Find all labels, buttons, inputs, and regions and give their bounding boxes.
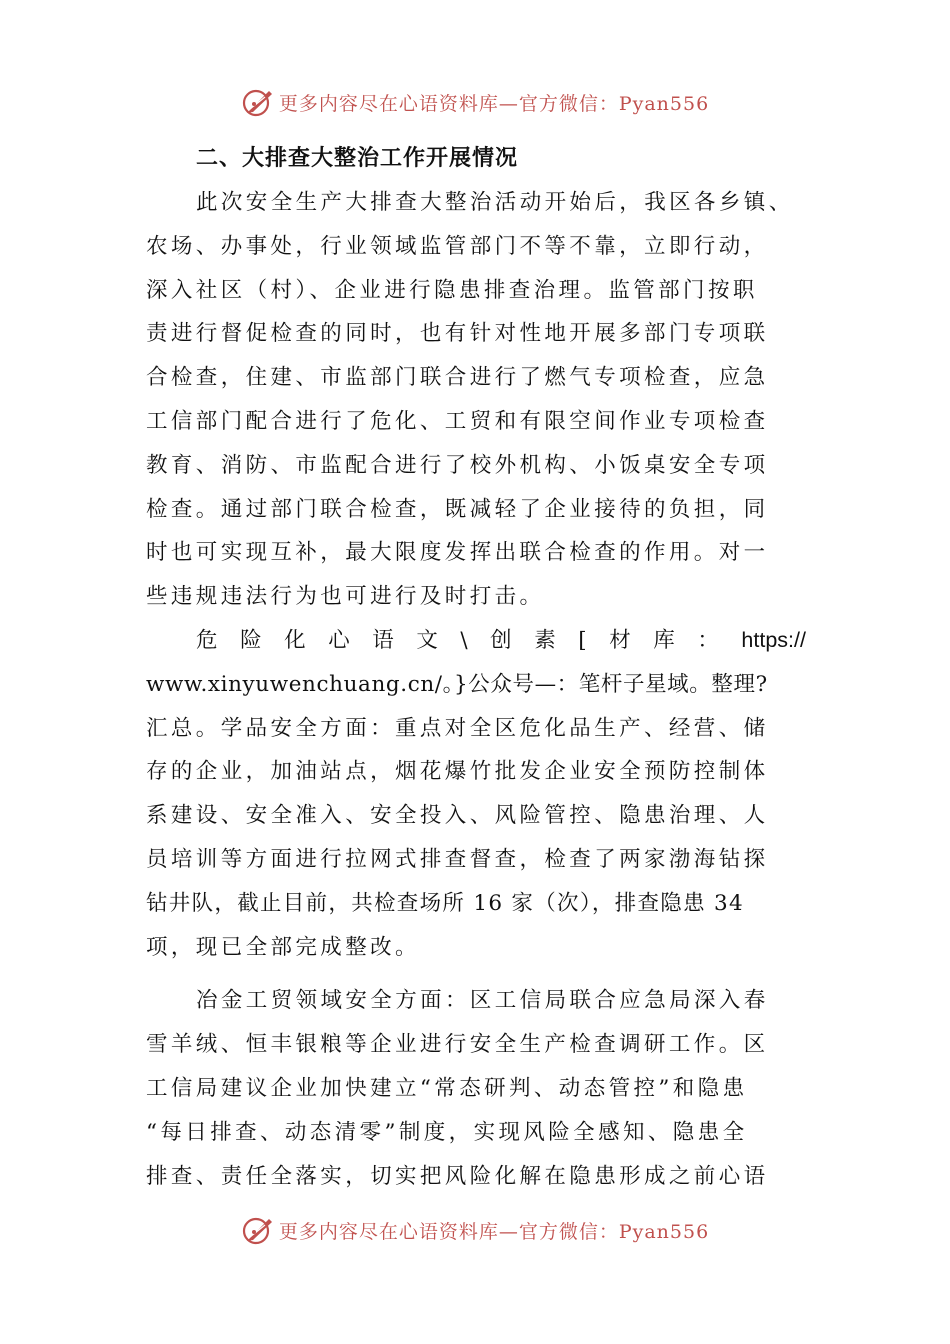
text-line: 系建设、安全准入、安全投入、风险管控、隐患治理、人 xyxy=(146,803,769,829)
text-line-justified xyxy=(146,619,806,663)
paragraph-2 xyxy=(146,619,806,969)
text-line: 工信部门配合进行了危化、工贸和有限空间作业专项检查 xyxy=(146,408,769,434)
text-line: 责进行督促检查的同时，也有针对性地开展多部门专项联 xyxy=(146,321,769,347)
quill-logo-icon xyxy=(241,1213,275,1247)
text-line: 钻井队，截止目前，共检查场所 16 家（次），排查隐患 34 xyxy=(146,890,744,916)
paragraph-3 xyxy=(146,979,806,1198)
char: 心 xyxy=(328,627,350,653)
text-line: 检查。通过部门联合检查，既减轻了企业接待的负担，同 xyxy=(146,496,769,522)
banner-text: 更多内容尽在心语资料库—官方微信：Pyan556 xyxy=(278,92,710,115)
text-line: 些违规违法行为也可进行及时打击。 xyxy=(146,584,545,610)
document-body xyxy=(146,137,806,1198)
char: 创 xyxy=(490,627,512,653)
char: 库 xyxy=(653,627,675,653)
text-line: 冶金工贸领域安全方面：区工信局联合应急局深入春 xyxy=(196,988,769,1014)
char: 险 xyxy=(240,627,262,653)
text-line: 项，现已全部完成整改。 xyxy=(146,934,420,960)
char: 危 xyxy=(196,627,218,653)
char: [ xyxy=(578,627,587,653)
section-heading: 二、大排查大整治工作开展情况 xyxy=(196,146,519,171)
char: 材 xyxy=(609,627,631,653)
url-fragment: https:// xyxy=(741,627,806,652)
char: 化 xyxy=(284,627,306,653)
text-line: “每日排查、动态清零”制度，实现风险全感知、隐患全 xyxy=(146,1119,748,1145)
text-line: 时也可实现互补，最大限度发挥出联合检查的作用。对一 xyxy=(146,540,769,566)
text-line: 深入社区（村）、企业进行隐患排查治理。监管部门按职 xyxy=(146,277,758,303)
banner-text: 更多内容尽在心语资料库—官方微信：Pyan556 xyxy=(278,1220,710,1243)
text-line: 排查、责任全落实，切实把风险化解在隐患形成之前心语 xyxy=(146,1163,769,1189)
text-line: 汇总。学品安全方面：重点对全区危化品生产、经营、储 xyxy=(146,715,769,741)
char: 语 xyxy=(372,627,394,653)
text-line: 此次安全生产大排查大整治活动开始后，我区各乡镇、 xyxy=(196,190,794,215)
text-line: 工信局建议企业加快建立“常态研判、动态管控”和隐患 xyxy=(146,1075,748,1101)
text-line: 农场、办事处，行业领域监管部门不等不靠，立即行动， xyxy=(146,233,769,259)
text-line: 存的企业，加油站点，烟花爆竹批发企业安全预防控制体 xyxy=(146,759,769,785)
text-line: 教育、消防、市监配合进行了校外机构、小饭桌安全专项 xyxy=(146,452,769,478)
char: \ xyxy=(460,627,468,653)
text-line: 员培训等方面进行拉网式排查督查，检查了两家渤海钻探 xyxy=(146,846,769,872)
char: ： xyxy=(697,627,719,653)
header-banner xyxy=(0,82,950,122)
text-line: 合检查，住建、市监部门联合进行了燃气专项检查，应急 xyxy=(146,365,769,391)
paragraph-1 xyxy=(146,181,806,619)
char: 素 xyxy=(534,627,556,653)
text-line: 雪羊绒、恒丰银粮等企业进行安全生产检查调研工作。区 xyxy=(146,1032,769,1058)
char: 文 xyxy=(416,627,438,653)
quill-logo-icon xyxy=(241,85,275,119)
text-line: www.xinyuwenchuang.cn/。}公众号—：笔杆子星域。整理? xyxy=(146,671,768,697)
footer-banner xyxy=(0,1210,950,1250)
